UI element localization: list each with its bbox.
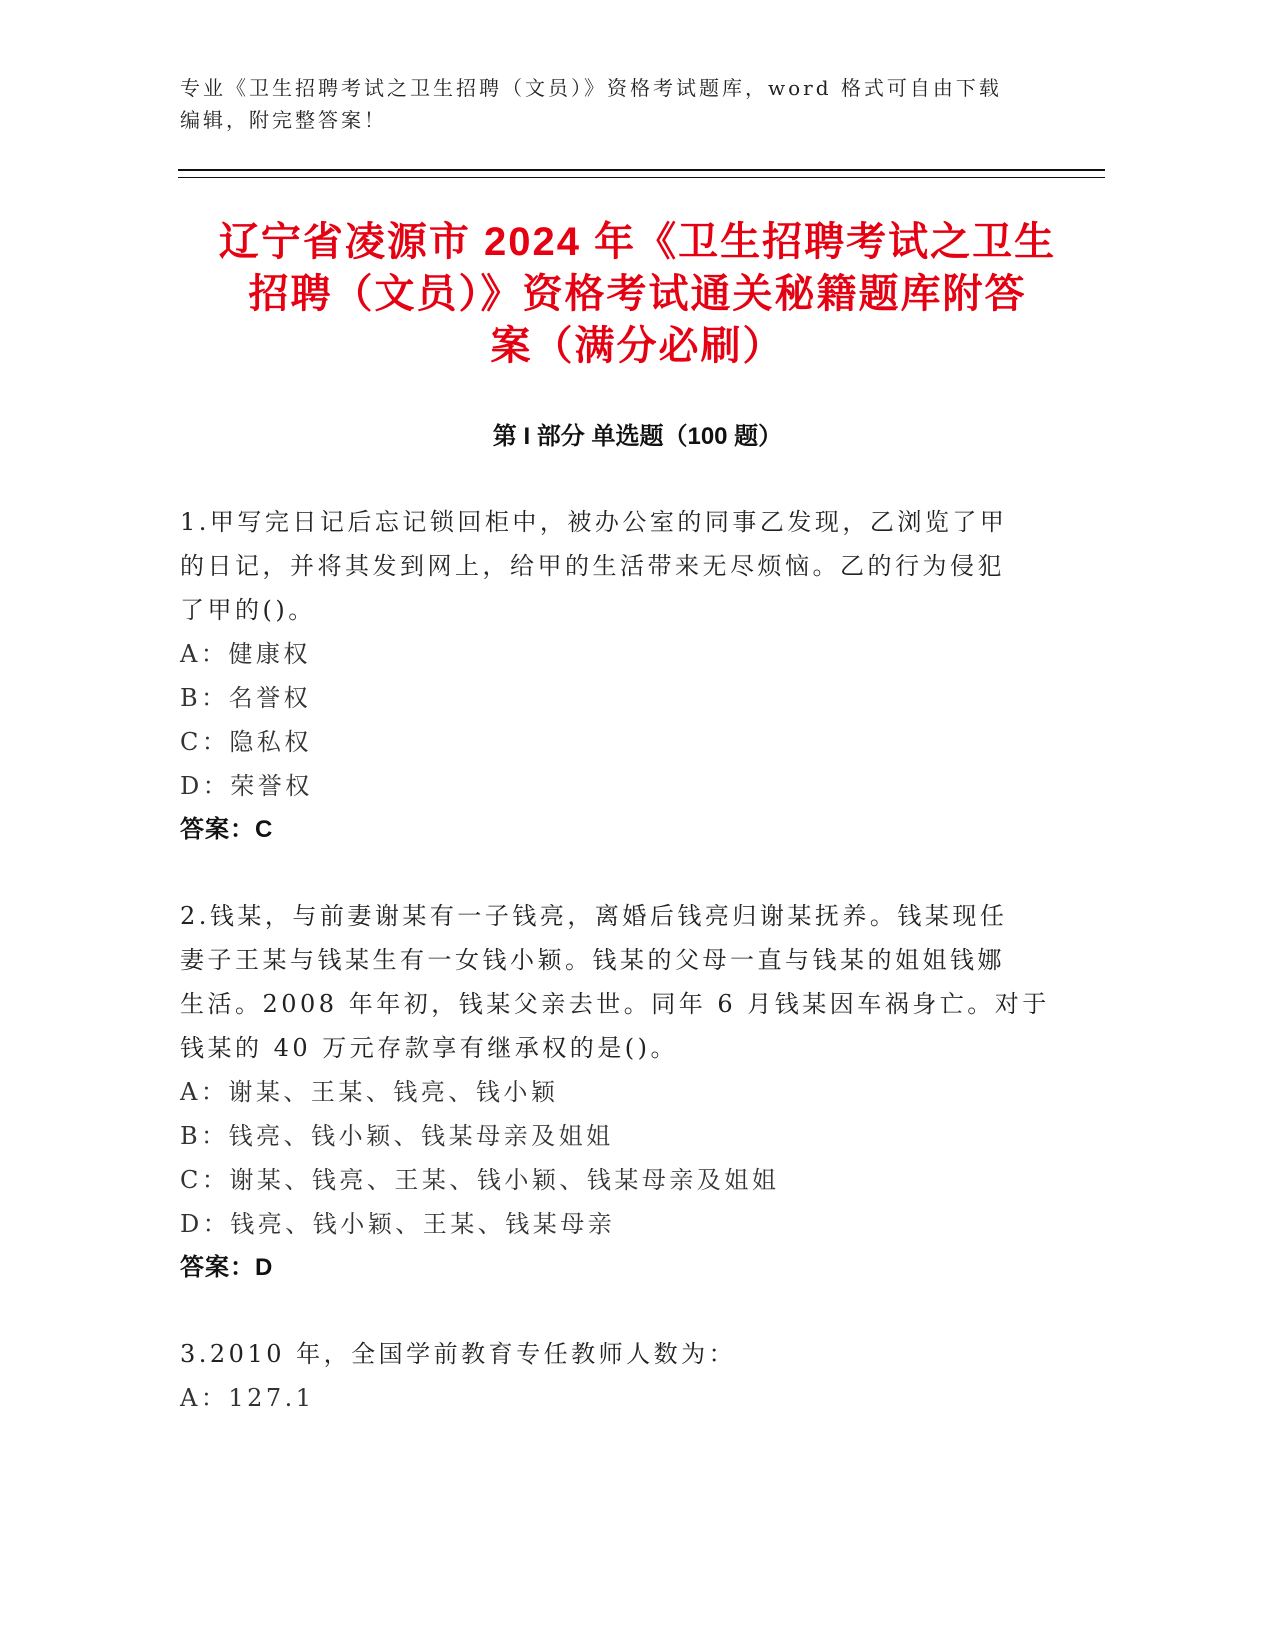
answer: 答案：D (180, 1254, 274, 1281)
answer: 答案：C (180, 816, 274, 843)
option-b: B：名誉权 (180, 684, 312, 712)
option-c: C：谢某、钱亮、王某、钱小颖、钱某母亲及姐姐 (180, 1166, 780, 1194)
question-stem-line: 妻子王某与钱某生有一女钱小颖。钱某的父母一直与钱某的姐姐钱娜 (180, 946, 1005, 974)
question-stem-line: 3.2010 年，全国学前教育专任教师人数为： (180, 1340, 737, 1368)
option-d: D：荣誉权 (180, 772, 313, 800)
question-stem-line: 1.甲写完日记后忘记锁回柜中，被办公室的同事乙发现，乙浏览了甲 (180, 508, 1008, 536)
document-header (180, 72, 1100, 136)
question-stem-line: 钱某的 40 万元存款享有继承权的是()。 (180, 1034, 679, 1062)
option-a: A：127.1 (180, 1384, 315, 1412)
option-d: D：钱亮、钱小颖、王某、钱某母亲 (180, 1210, 616, 1238)
question-stem-line: 了甲的()。 (180, 596, 316, 624)
header-divider-thin (178, 177, 1105, 178)
question-stem-line: 生活。2008 年年初，钱某父亲去世。同年 6 月钱某因车祸身亡。对于 (180, 990, 1050, 1018)
option-a: A：谢某、王某、钱亮、钱小颖 (180, 1078, 559, 1106)
option-c: C：隐私权 (180, 728, 312, 756)
question-stem-line: 的日记，并将其发到网上，给甲的生活带来无尽烦恼。乙的行为侵犯 (180, 552, 1005, 580)
header-line: 编辑，附完整答案！ (180, 108, 387, 132)
question-stem-line: 2.钱某，与前妻谢某有一子钱亮，离婚后钱亮归谢某抚养。钱某现任 (180, 902, 1008, 930)
section-heading: 第 I 部分 单选题（100 题） (492, 423, 783, 450)
page-title (100, 216, 1175, 372)
page-title-line: 案（满分必刷） (490, 324, 785, 368)
header-divider-thick (178, 169, 1105, 171)
question-3 (180, 1332, 1080, 1420)
option-b: B：钱亮、钱小颖、钱某母亲及姐姐 (180, 1122, 614, 1150)
page-title-line: 招聘（文员）》资格考试通关秘籍题库附答 (248, 272, 1027, 316)
option-a: A：健康权 (180, 640, 311, 668)
header-line: 专业《卫生招聘考试之卫生招聘（文员）》资格考试题库，word 格式可自由下载 (180, 76, 1002, 100)
question-2 (180, 894, 1080, 1290)
page-title-line: 辽宁省凌源市 2024 年《卫生招聘考试之卫生 (218, 220, 1057, 264)
question-list (180, 500, 1080, 1462)
question-1 (180, 500, 1080, 852)
